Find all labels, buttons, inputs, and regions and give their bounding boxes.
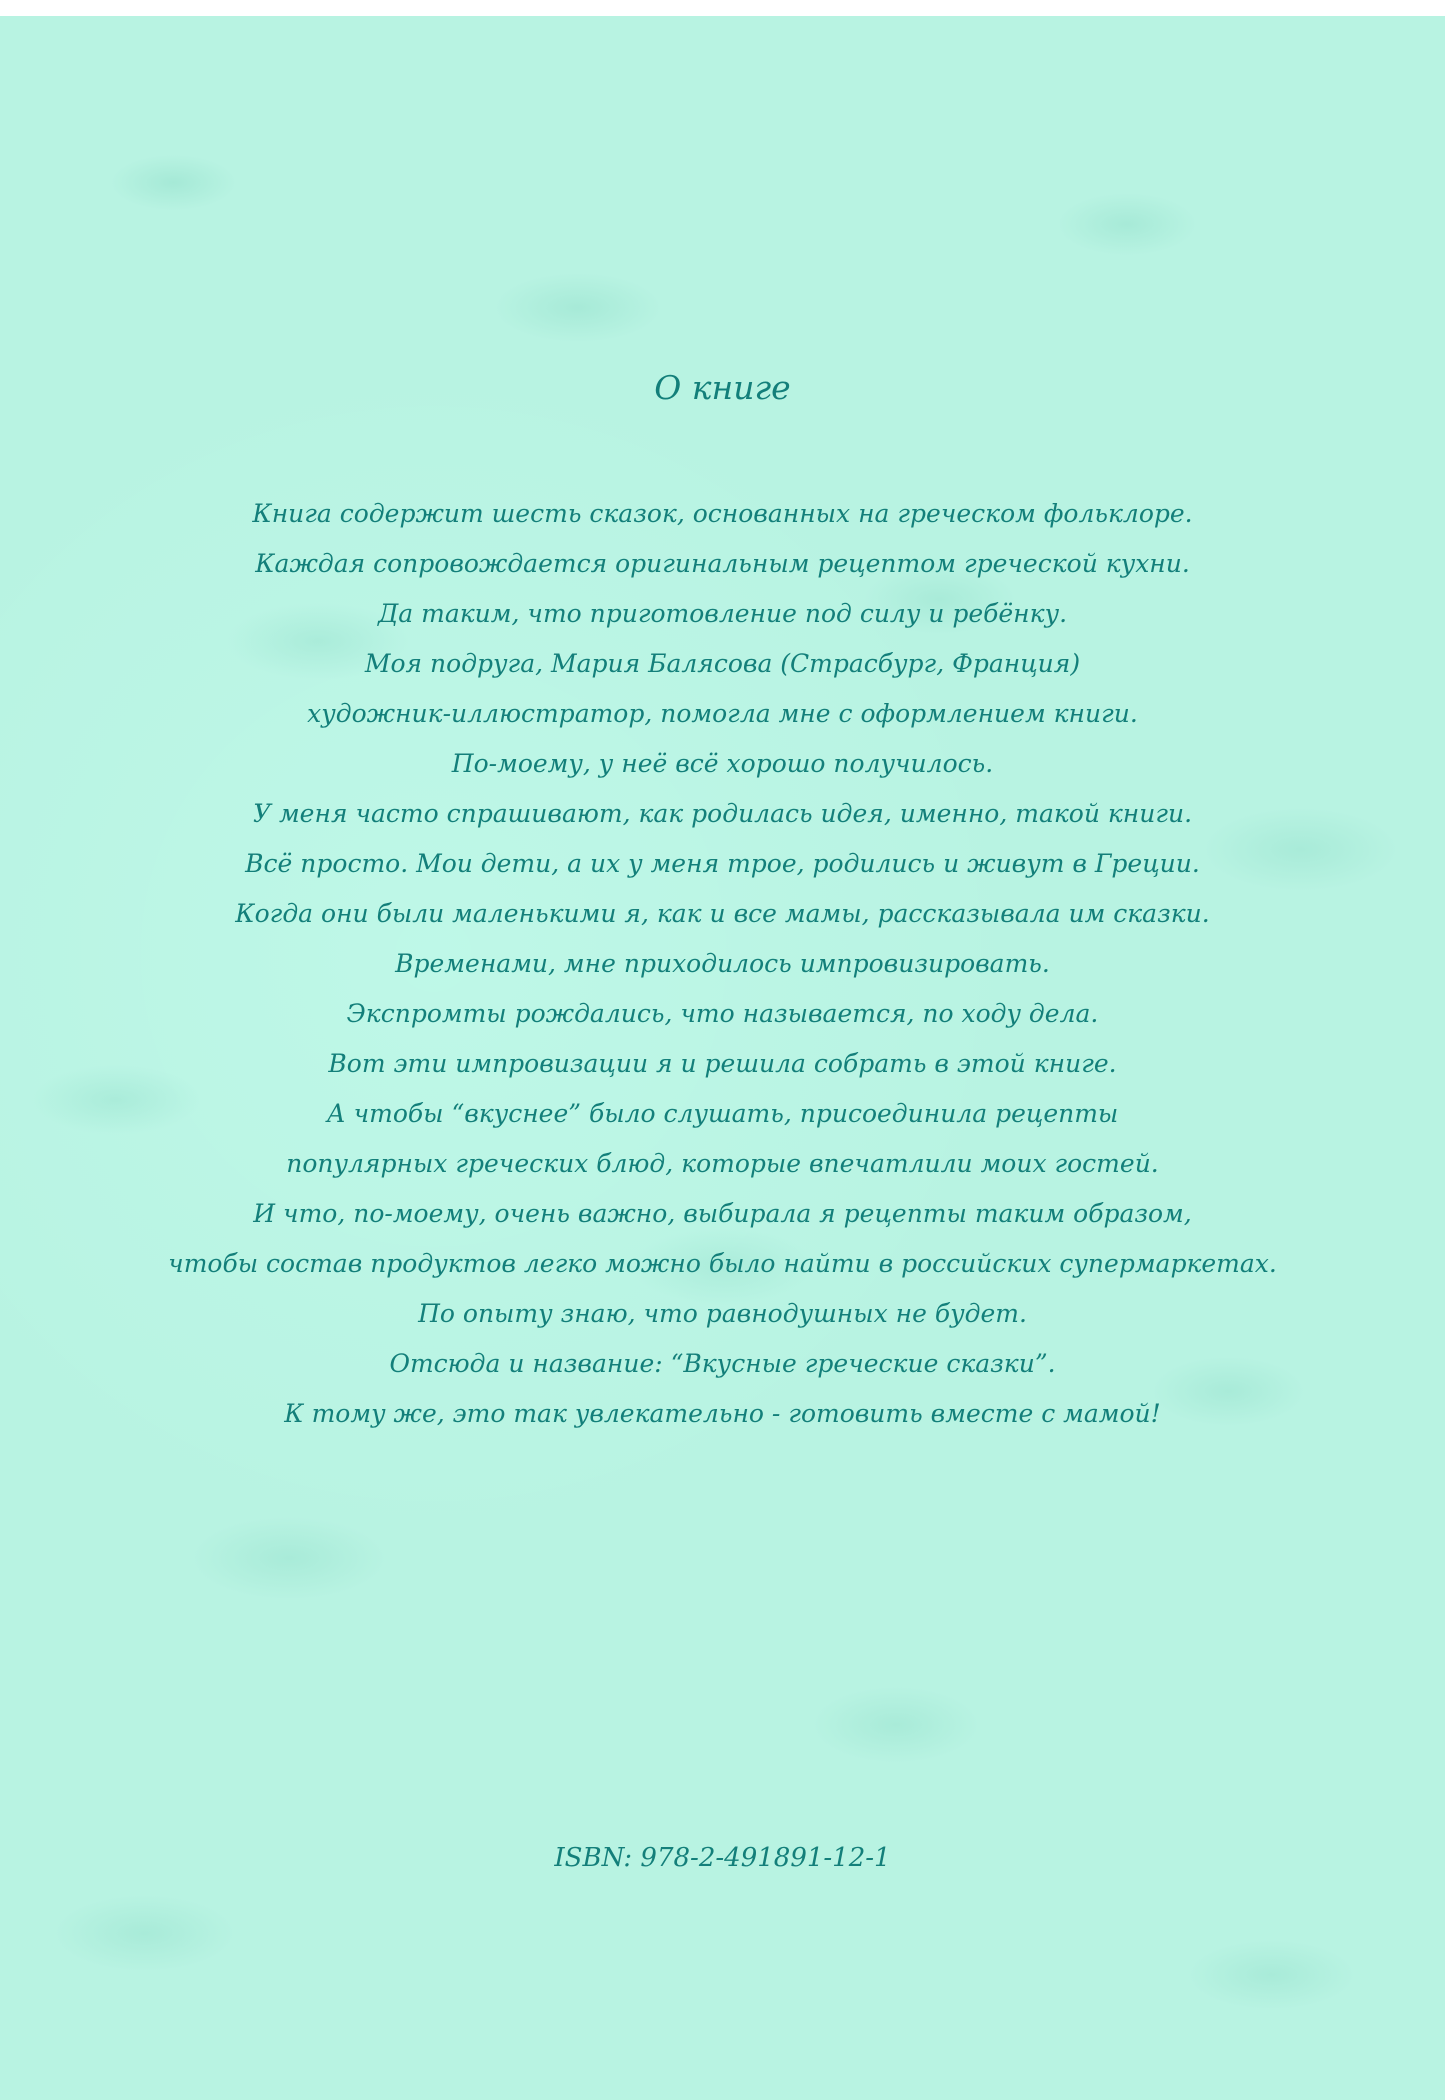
isbn-number: ISBN: 978-2-491891-12-1 [554,1843,891,1873]
text-line: популярных греческих блюд, которые впечатлили моих гостей. [286,1149,1159,1178]
text-line: чтобы состав продуктов легко можно было найти в российских супермаркетах. [168,1249,1277,1278]
text-line: Каждая сопровождается оригинальным рецептом греческой кухни. [255,549,1190,578]
text-line: К тому же, это так увлекательно - готовить вместе с мамой! [284,1399,1161,1428]
text-line: Экспромты рождались, что называется, по ходу дела. [346,999,1099,1028]
text-line: Моя подруга, Мария Балясова (Страсбург, Франция) [364,649,1081,678]
text-line: Книга содержит шесть сказок, основанных на греческом фольклоре. [252,499,1193,528]
text-line: Когда они были маленькими я, как и все мамы, рассказывала им сказки. [235,899,1210,928]
text-line: Временами, мне приходилось импровизировать. [395,949,1050,978]
book-page [0,16,1445,2100]
text-line: По-моему, у неё всё хорошо получилось. [451,749,994,778]
about-text [0,494,1445,1444]
page-title: О книге [654,368,791,407]
text-line: художник-иллюстратор, помогла мне с оформлением книги. [307,699,1138,728]
text-line: А чтобы “вкуснее” было слушать, присоединила рецепты [326,1099,1119,1128]
text-line: И что, по-моему, очень важно, выбирала я рецепты таким образом, [253,1199,1192,1228]
text-line: Да таким, что приготовление под силу и ребёнку. [377,599,1068,628]
text-line: Всё просто. Мои дети, а их у меня трое, родились и живут в Греции. [245,849,1200,878]
text-line: Вот эти импровизации я и решила собрать в этой книге. [328,1049,1117,1078]
text-line: По опыту знаю, что равнодушных не будет. [418,1299,1027,1328]
text-line: У меня часто спрашивают, как родилась идея, именно, такой книги. [252,799,1193,828]
text-line: Отсюда и название: “Вкусные греческие сказки”. [389,1349,1056,1378]
